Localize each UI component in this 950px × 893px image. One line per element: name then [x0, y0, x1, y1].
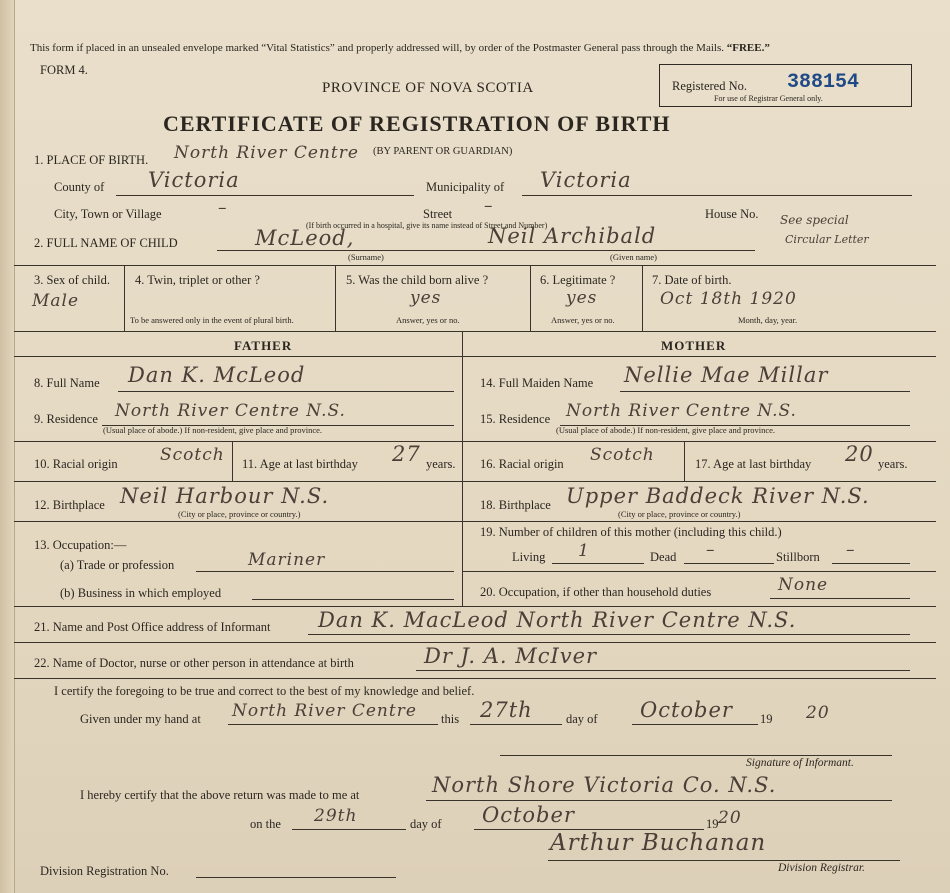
given-place-line [228, 724, 438, 725]
father-heading: FATHER [234, 338, 293, 353]
surname-caption: (Surname) [348, 252, 384, 262]
mother-birthplace-note: (City or place, province or country.) [618, 509, 741, 519]
father-birthplace-note: (City or place, province or country.) [178, 509, 301, 519]
registered-number: 388154 [787, 71, 860, 94]
certify-year-prefix: 19 [760, 712, 773, 726]
certify-statement: I certify the foregoing to be true and correct to the best of my knowledge and belief. [54, 684, 475, 698]
certify-day: 27th [480, 698, 533, 722]
street-label: Street [423, 207, 453, 221]
mother-racial-value: Scotch [590, 445, 655, 465]
certify-year-suffix: 20 [806, 703, 830, 723]
legitimate-value: yes [566, 288, 598, 308]
legitimate-note: Answer, yes or no. [551, 315, 615, 325]
registrar-signature-caption: Division Registrar. [778, 862, 865, 874]
municipality-label: Municipality of [426, 180, 505, 194]
registrar-day: 29th [314, 806, 358, 826]
row3-divider-1 [124, 265, 125, 331]
mother-racial-label: 16. Racial origin [480, 457, 564, 471]
father-name-value: Dan K. McLeod [128, 363, 306, 387]
house-label: House No. [705, 207, 759, 221]
form-number: FORM 4. [40, 63, 88, 77]
mother-birthplace-value: Upper Baddeck River N.S. [566, 484, 870, 508]
county-line [116, 195, 414, 196]
child-name-line [217, 250, 755, 251]
municipality-line [522, 195, 912, 196]
living-value: 1 [578, 541, 590, 561]
street-value: – [484, 196, 494, 216]
certificate-title: CERTIFICATE OF REGISTRATION OF BIRTH [163, 111, 671, 136]
certify-month: October [640, 698, 733, 722]
given-label: Given under my hand at [80, 712, 201, 726]
father-residence-value: North River Centre N.S. [115, 401, 346, 421]
certify-day-line [470, 724, 562, 725]
county-value: Victoria [148, 168, 240, 192]
twin-label: 4. Twin, triplet or other ? [135, 273, 260, 287]
father-name-label: 8. Full Name [34, 376, 100, 390]
county-label: County of [54, 180, 105, 194]
postal-free: “FREE.” [726, 42, 770, 54]
city-label: City, Town or Village [54, 207, 162, 221]
father-racial-divider [232, 441, 233, 481]
doctor-line [416, 670, 910, 671]
municipality-value: Victoria [540, 168, 632, 192]
registrar-signature: Arthur Buchanan [550, 830, 767, 856]
row3-top-border [14, 265, 936, 266]
father-residence-label: 9. Residence [34, 412, 98, 426]
mother-name-label: 14. Full Maiden Name [480, 376, 594, 390]
business-line [252, 599, 454, 600]
side-note-line2: Circular Letter [785, 233, 869, 246]
trade-line [196, 571, 454, 572]
informant-bottom-line [14, 642, 936, 643]
father-racial-value: Scotch [160, 445, 225, 465]
doctor-value: Dr J. A. McIver [424, 644, 598, 668]
hospital-note: (If birth occurred in a hospital, give its name instead of Street and Number) [306, 221, 548, 230]
living-line [552, 563, 644, 564]
parents-divider [462, 331, 463, 606]
mother-birthplace-bottom [462, 521, 936, 522]
child-surname: McLeod, [255, 226, 355, 250]
certify-dayof-label: day of [566, 712, 598, 726]
mother-years: years. [878, 457, 908, 471]
legitimate-label: 6. Legitimate ? [540, 273, 616, 287]
registrar-day-line [292, 829, 406, 830]
parents-heading-line [14, 356, 936, 357]
mother-racial-divider [684, 441, 685, 481]
twin-note: To be answered only in the event of plural birth. [130, 315, 294, 325]
trade-label: (a) Trade or profession [60, 558, 175, 572]
doctor-bottom-line [14, 678, 936, 679]
row3-divider-4 [642, 265, 643, 331]
father-age-value: 27 [392, 442, 421, 466]
registrar-place: North Shore Victoria Co. N.S. [432, 773, 777, 797]
postal-notice [30, 42, 770, 54]
binding-edge [0, 0, 15, 893]
postal-notice-text: This form if placed in an unsealed envelope marked “Vital Statistics” and properly addressed will, by order of the Postmaster General pass through the Mails. [30, 42, 724, 54]
date-of-birth-label: 7. Date of birth. [652, 273, 732, 287]
dead-line [684, 563, 774, 564]
father-age-label: 11. Age at last birthday [242, 457, 358, 471]
registrar-year-prefix: 19 [706, 817, 719, 831]
informant-line [308, 634, 910, 635]
row3-bottom-border [14, 331, 936, 332]
place-of-birth-label: 1. PLACE OF BIRTH. [34, 153, 149, 167]
alive-label: 5. Was the child born alive ? [346, 273, 489, 287]
row3-divider-2 [335, 265, 336, 331]
mother-residence-value: North River Centre N.S. [566, 401, 797, 421]
this-label: this [441, 712, 460, 726]
date-of-birth-value: Oct 18th 1920 [660, 289, 797, 309]
business-label: (b) Business in which employed [60, 586, 222, 600]
mother-residence-label: 15. Residence [480, 412, 551, 426]
mother-name-value: Nellie Mae Millar [624, 363, 829, 387]
doctor-label: 22. Name of Doctor, nurse or other person in attendance at birth [34, 656, 354, 670]
dead-value: – [706, 540, 716, 560]
mother-occupation-value: None [778, 575, 829, 595]
father-birthplace-value: Neil Harbour N.S. [120, 484, 330, 508]
sex-value: Male [32, 291, 80, 311]
child-name-label: 2. FULL NAME OF CHILD [34, 236, 178, 250]
registrar-on-the: on the [250, 817, 281, 831]
mother-birthplace-label: 18. Birthplace [480, 498, 551, 512]
father-birthplace-bottom [14, 521, 462, 522]
registrar-statement: I hereby certify that the above return was made to me at [80, 788, 360, 802]
sex-label: 3. Sex of child. [34, 273, 111, 287]
stillborn-line [832, 563, 910, 564]
given-place: North River Centre [232, 701, 417, 721]
dead-label: Dead [650, 550, 677, 564]
given-name-caption: (Given name) [610, 252, 657, 262]
registrar-month: October [482, 803, 575, 827]
informant-signature-caption: Signature of Informant. [746, 757, 854, 769]
mother-occupation-line [770, 598, 910, 599]
date-of-birth-note: Month, day, year. [738, 315, 798, 325]
father-residence-note: (Usual place of abode.) If non-resident, give place and province. [103, 425, 323, 435]
alive-note: Answer, yes or no. [396, 315, 460, 325]
registrar-signature-line [548, 860, 900, 861]
informant-value: Dan K. MacLeod North River Centre N.S. [318, 608, 797, 632]
informant-signature-line [500, 755, 892, 756]
city-value: – [218, 198, 228, 218]
living-label: Living [512, 550, 546, 564]
registered-number-box [659, 64, 912, 107]
stillborn-value: – [846, 540, 856, 560]
registrar-dayof-label: day of [410, 817, 442, 831]
division-registration-label: Division Registration No. [40, 864, 169, 878]
father-years: years. [426, 457, 456, 471]
child-given-name: Neil Archibald [488, 224, 657, 248]
side-note-line1: See special [780, 213, 849, 227]
stillborn-label: Stillborn [776, 550, 820, 564]
trade-value: Mariner [248, 550, 326, 570]
father-occupation-label: 13. Occupation:— [34, 538, 127, 552]
father-name-line [118, 391, 454, 392]
mother-heading: MOTHER [661, 338, 727, 353]
by-parent-note: (BY PARENT OR GUARDIAN) [373, 146, 513, 157]
registrar-place-line [426, 800, 892, 801]
registered-label: Registered No. [672, 79, 747, 93]
informant-label: 21. Name and Post Office address of Informant [34, 620, 271, 634]
mother-age-value: 20 [845, 442, 874, 466]
father-birthplace-label: 12. Birthplace [34, 498, 105, 512]
parents-bottom-line [14, 606, 936, 607]
racial-top-line [14, 441, 936, 442]
certify-month-line [632, 724, 758, 725]
father-racial-label: 10. Racial origin [34, 457, 118, 471]
registered-note: For use of Registrar General only. [714, 94, 823, 103]
alive-value: yes [410, 288, 442, 308]
province-heading: PROVINCE OF NOVA SCOTIA [322, 80, 534, 96]
row3-divider-3 [530, 265, 531, 331]
registrar-year-suffix: 20 [718, 808, 742, 828]
mother-name-line [620, 391, 910, 392]
children-label: 19. Number of children of this mother (including this child.) [480, 525, 782, 539]
mother-occupation-label: 20. Occupation, if other than household duties [480, 585, 712, 599]
racial-bottom-line [14, 481, 936, 482]
division-registration-line [196, 877, 396, 878]
place-of-birth-value: North River Centre [174, 143, 359, 163]
children-bottom-line [462, 571, 936, 572]
mother-residence-note: (Usual place of abode.) If non-resident, give place and province. [556, 425, 776, 435]
mother-age-label: 17. Age at last birthday [695, 457, 812, 471]
